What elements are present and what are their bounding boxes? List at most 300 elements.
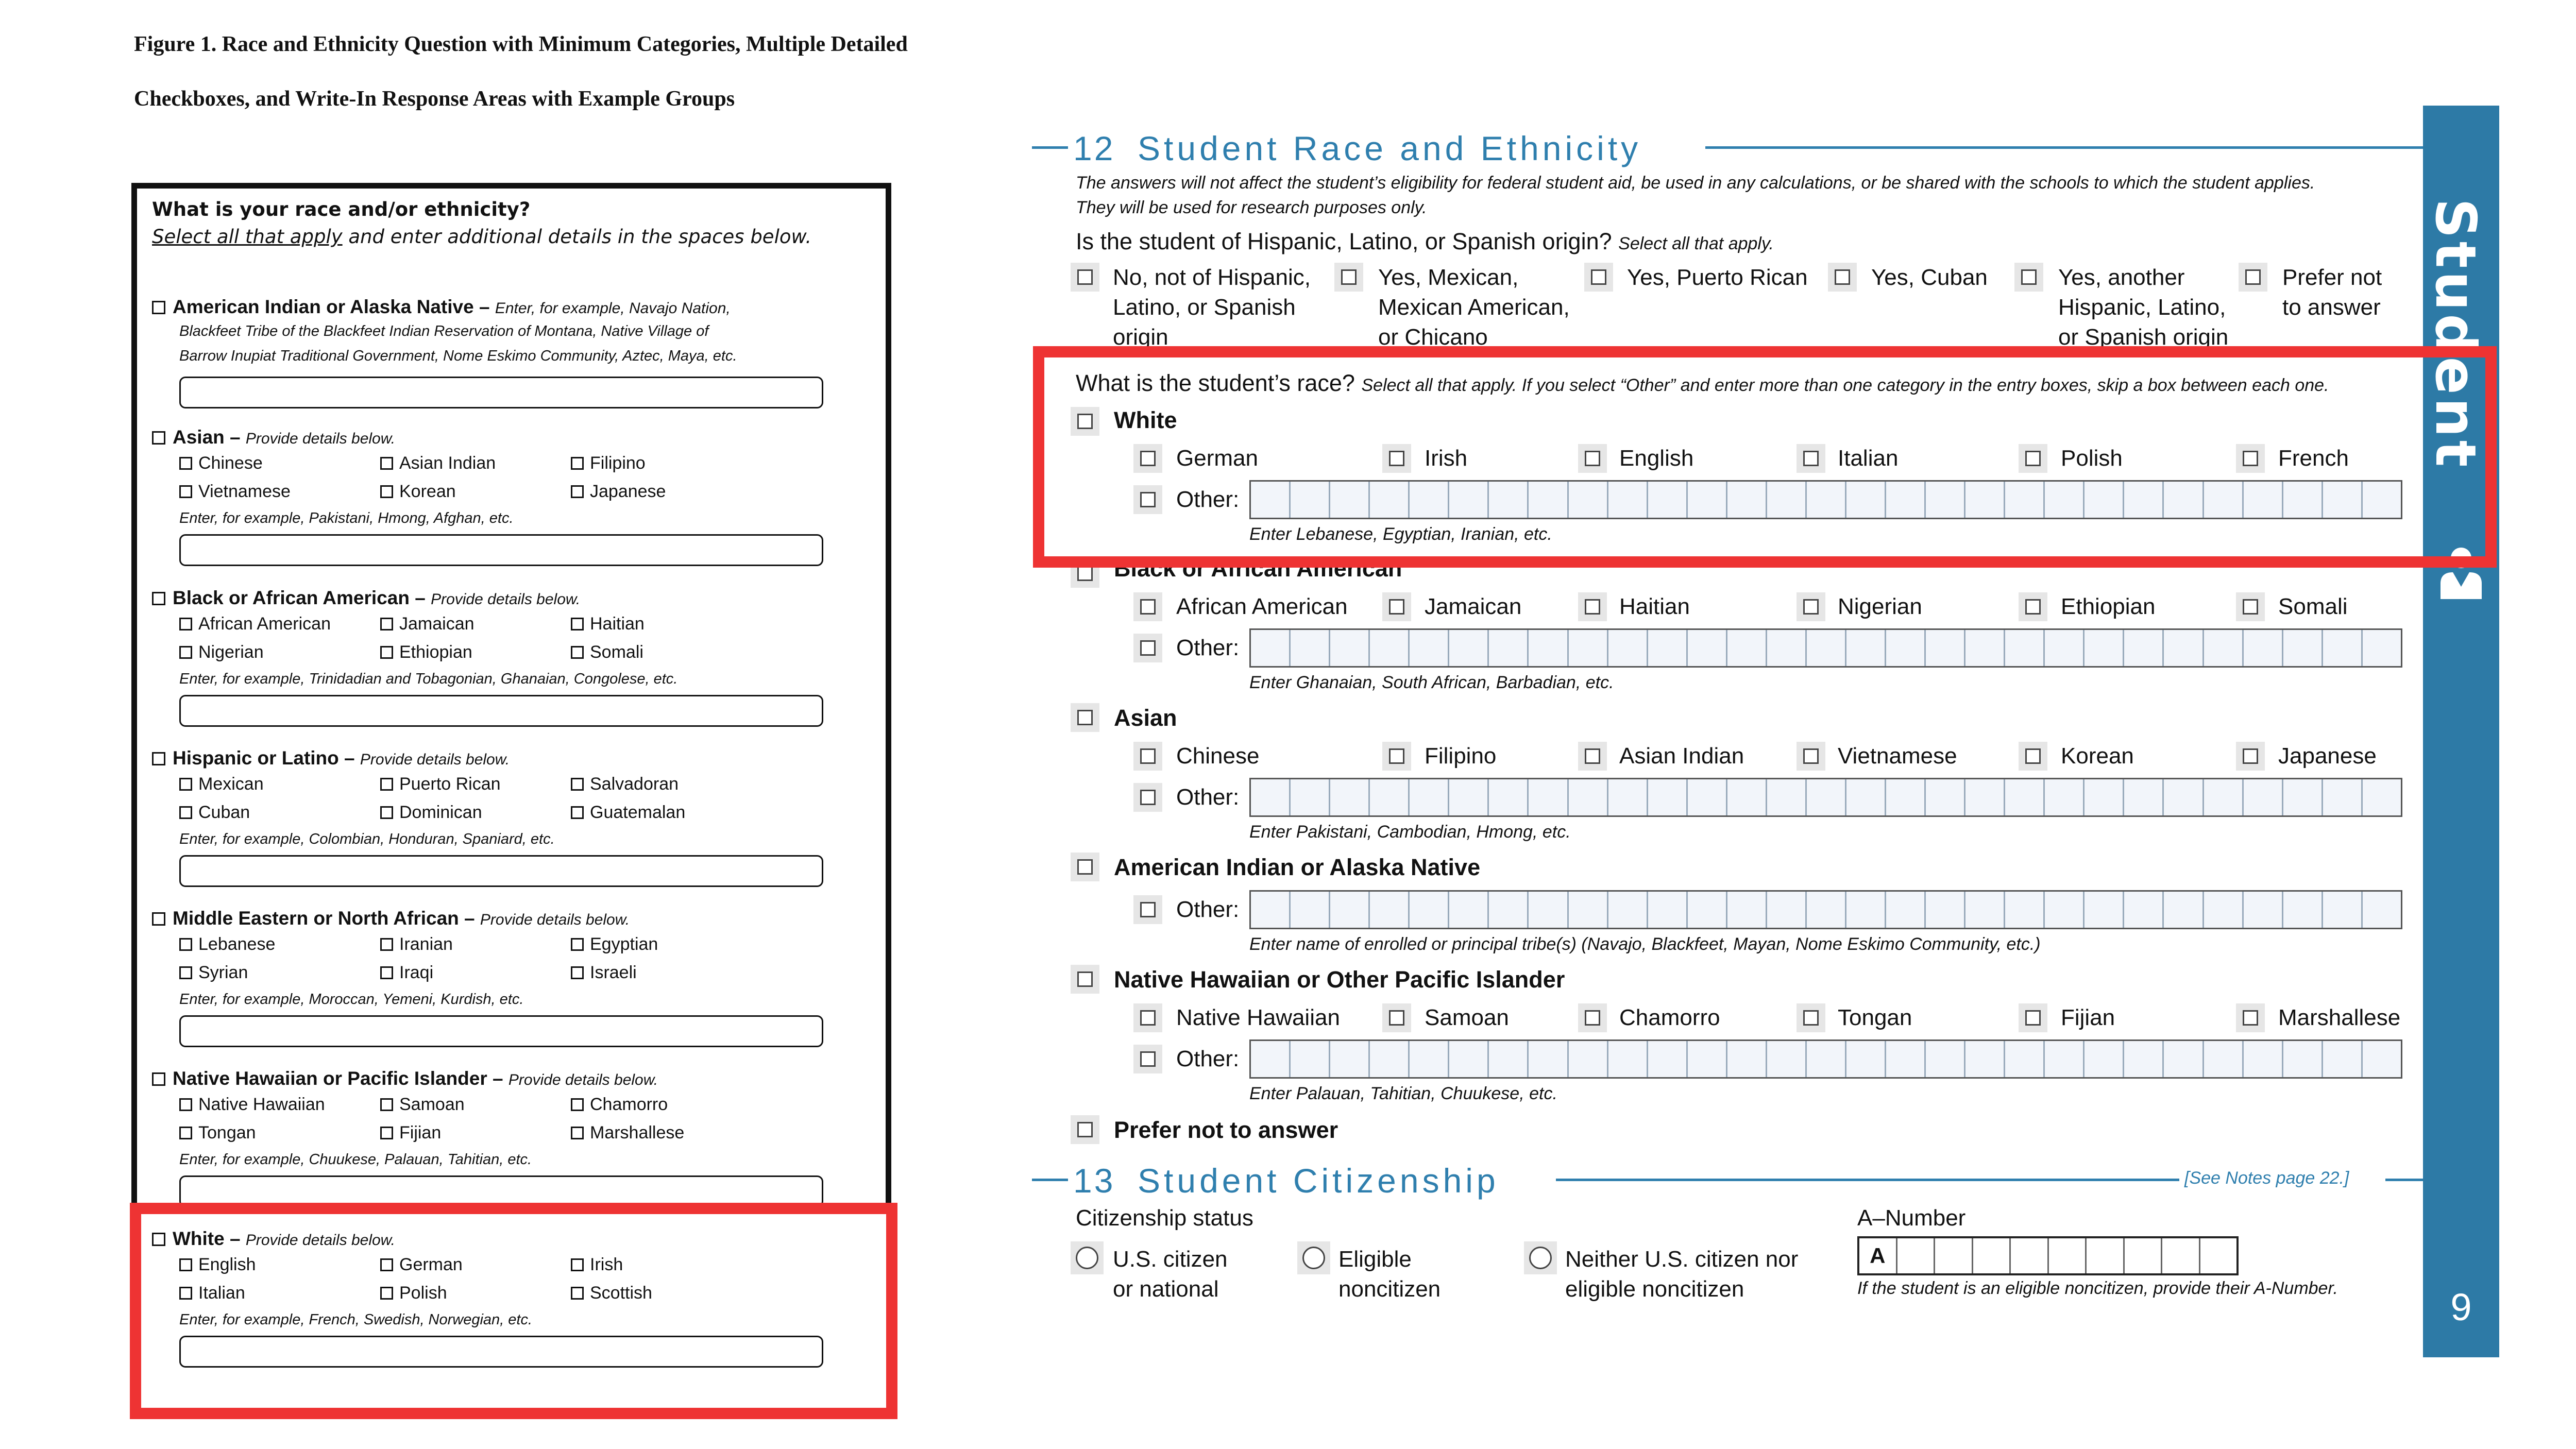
entry-cell[interactable]: [1688, 779, 1727, 815]
entry-cell[interactable]: [1449, 779, 1489, 815]
entry-cell[interactable]: [1608, 1041, 1648, 1077]
option-label: Somali: [2278, 594, 2348, 619]
entry-hint: Enter Palauan, Tahitian, Chuukese, etc.: [1249, 1084, 1557, 1103]
option-label: Native Hawaiian: [198, 1095, 325, 1114]
checkbox[interactable]: [380, 806, 393, 819]
checkbox[interactable]: [1071, 965, 1099, 994]
entry-cell[interactable]: [1410, 779, 1449, 815]
entry-cell[interactable]: [2005, 892, 2045, 928]
entry-cell[interactable]: [1648, 779, 1688, 815]
other-entry-boxes[interactable]: [1249, 1039, 2402, 1079]
hispanic-option-label: Yes, Mexican, Mexican American, or Chicano: [1378, 265, 1570, 350]
entry-cell[interactable]: [1846, 1041, 1886, 1077]
entry-cell[interactable]: [1767, 630, 1807, 666]
checkbox[interactable]: [2236, 592, 2265, 621]
entry-cell[interactable]: [1767, 779, 1807, 815]
option-label: Polish: [399, 1283, 447, 1303]
option-label: Fijian: [399, 1123, 442, 1143]
option-label: Nigerian: [1838, 594, 1922, 619]
entry-cell[interactable]: [1370, 779, 1410, 815]
entry-cell[interactable]: [2244, 779, 2283, 815]
entry-cell[interactable]: [1688, 1041, 1727, 1077]
entry-cell[interactable]: [2323, 779, 2363, 815]
race-nhpi-label: Native Hawaiian or Other Pacific Islander: [1114, 966, 1565, 993]
entry-cell[interactable]: [2283, 892, 2323, 928]
entry-cell[interactable]: [2204, 630, 2244, 666]
checkbox[interactable]: [1578, 742, 1607, 771]
entry-cell[interactable]: [2244, 1041, 2283, 1077]
checkbox[interactable]: [571, 966, 584, 979]
left-section-mena: Middle Eastern or North African – Provide details below. Lebanese Iranian Egyptian Syrian Iraqi Israeli Enter, for example, Moroccan, Yemeni, Kurdish, etc.: [152, 908, 884, 1047]
entry-cell[interactable]: [2164, 1041, 2204, 1077]
section-13-title: Student Citizenship: [1138, 1162, 1499, 1200]
entry-cell[interactable]: [1569, 1041, 1608, 1077]
entry-cell[interactable]: [2323, 630, 2363, 666]
entry-cell[interactable]: [2084, 892, 2124, 928]
checkbox[interactable]: [179, 646, 192, 659]
left-section-title: White: [173, 1228, 225, 1249]
option-label: English: [1619, 446, 1694, 471]
entry-cell[interactable]: [1965, 1041, 2005, 1077]
option-label: Iranian: [399, 934, 453, 954]
entry-cell[interactable]: [1807, 1041, 1846, 1077]
entry-cell[interactable]: [1529, 630, 1568, 666]
radio-button[interactable]: [1524, 1241, 1557, 1274]
entry-cell[interactable]: [1965, 630, 2005, 666]
entry-cell[interactable]: [1648, 630, 1688, 666]
entry-cell[interactable]: [1251, 630, 1291, 666]
left-section-aian: American Indian or Alaska Native – Enter, for example, Navajo Nation, Blackfeet Tribe of the Blackfeet Indian Reservation of Montana, Native Village of Barrow Inupiat Traditional Government, Nome Eskimo Community, Aztec, Maya, etc.: [152, 296, 884, 408]
entry-cell[interactable]: [1648, 1041, 1688, 1077]
checkbox[interactable]: [571, 646, 584, 659]
checkbox[interactable]: [1578, 592, 1607, 621]
checkbox[interactable]: [152, 752, 165, 765]
option-label: Dominican: [399, 803, 482, 822]
left-section-asian: Asian – Provide details below. Chinese Asian Indian Filipino Vietnamese Korean Japanese Enter, for example, Pakistani, Hmong, Afghan, etc.: [152, 427, 884, 566]
entry-cell[interactable]: [1846, 630, 1886, 666]
option-label: Irish: [1425, 446, 1468, 471]
left-write-in-field[interactable]: [179, 377, 823, 408]
entry-cell[interactable]: [2323, 1041, 2363, 1077]
checkbox[interactable]: [179, 966, 192, 979]
entry-cell[interactable]: [1370, 892, 1410, 928]
entry-cell[interactable]: [1449, 892, 1489, 928]
checkbox[interactable]: [2236, 1003, 2265, 1032]
citizenship-option-label: Eligible noncitizen: [1338, 1247, 1441, 1302]
checkbox[interactable]: [1382, 1003, 1411, 1032]
entry-cell[interactable]: [2005, 630, 2045, 666]
checkbox[interactable]: [179, 618, 192, 630]
race-black-label: Black or African American: [1114, 555, 1402, 582]
left-example-text: Enter, for example, Moroccan, Yemeni, Kurdish, etc.: [179, 991, 524, 1008]
left-write-in-field[interactable]: [179, 695, 823, 727]
section-rule: [1705, 146, 2423, 149]
left-section-black: Black or African American – Provide details below. African American Jamaican Haitian Nigerian Ethiopian Somali Enter, for example, Trinidadian and Tobagonian, Ghanaian, Congolese, etc.: [152, 587, 884, 727]
entry-cell[interactable]: [1330, 1041, 1370, 1077]
option-label: African American: [198, 614, 331, 634]
checkbox[interactable]: [1334, 263, 1363, 292]
entry-cell[interactable]: [1608, 630, 1648, 666]
other-label: Other:: [1176, 635, 1240, 660]
checkbox[interactable]: [571, 1127, 584, 1139]
entry-cell[interactable]: [2005, 1041, 2045, 1077]
checkbox[interactable]: [152, 301, 165, 314]
entry-cell[interactable]: [2045, 1041, 2084, 1077]
citizenship-option-label: U.S. citizen or national: [1113, 1247, 1228, 1302]
entry-cell[interactable]: [2005, 779, 2045, 815]
a-number-prefix: A: [1859, 1238, 1897, 1273]
left-question: What is your race and/or ethnicity?: [152, 198, 531, 220]
option-label: Iraqi: [399, 963, 434, 982]
entry-cell[interactable]: [1489, 1041, 1529, 1077]
entry-cell[interactable]: [1569, 892, 1608, 928]
radio-button[interactable]: [1297, 1241, 1330, 1274]
entry-cell[interactable]: [1569, 779, 1608, 815]
entry-cell[interactable]: [1251, 1041, 1291, 1077]
other-label: Other:: [1176, 1046, 1240, 1071]
entry-hint: Enter Ghanaian, South African, Barbadian, etc.: [1249, 673, 1614, 692]
option-label: German: [1176, 446, 1258, 471]
checkbox[interactable]: [571, 938, 584, 951]
left-section-note: Provide details below.: [245, 1232, 396, 1249]
entry-cell[interactable]: [2204, 892, 2244, 928]
option-label: Vietnamese: [1838, 743, 1957, 769]
left-section-title: American Indian or Alaska Native: [173, 296, 474, 317]
option-label: Chinese: [198, 453, 263, 473]
checkbox[interactable]: [179, 806, 192, 819]
checkbox[interactable]: [380, 966, 393, 979]
left-form: [152, 198, 884, 248]
entry-cell[interactable]: [1291, 1041, 1330, 1077]
entry-cell[interactable]: [2164, 892, 2204, 928]
entry-cell[interactable]: [2283, 779, 2323, 815]
checkbox[interactable]: [571, 457, 584, 470]
checkbox[interactable]: [1133, 783, 1162, 812]
left-section-white: White – Provide details below. English German Irish Italian Polish Scottish Enter, for example, French, Swedish, Norwegian, etc.: [152, 1228, 884, 1368]
left-instruction: [152, 226, 884, 248]
checkbox[interactable]: [1071, 703, 1099, 732]
checkbox[interactable]: [179, 938, 192, 951]
race-aian-label: American Indian or Alaska Native: [1114, 854, 1481, 880]
checkbox[interactable]: [1071, 1115, 1099, 1144]
left-write-in-field[interactable]: [179, 534, 823, 566]
entry-cell[interactable]: [2045, 892, 2084, 928]
entry-hint: Enter Lebanese, Egyptian, Iranian, etc.: [1249, 524, 1552, 544]
option-label: Italian: [1838, 446, 1899, 471]
entry-cell[interactable]: [1330, 892, 1370, 928]
checkbox[interactable]: [1133, 1045, 1162, 1073]
entry-cell[interactable]: [1529, 1041, 1568, 1077]
race-question-text: What is the student’s race?: [1076, 370, 1355, 396]
entry-cell[interactable]: [1410, 1041, 1449, 1077]
left-section-hispanic: Hispanic or Latino – Provide details below. Mexican Puerto Rican Salvadoran Cuban Dominican Guatemalan Enter, for example, Colombian, Honduran, Spaniard, etc.: [152, 747, 884, 887]
entry-cell[interactable]: [2244, 630, 2283, 666]
checkbox[interactable]: [152, 912, 165, 926]
entry-cell[interactable]: [1410, 892, 1449, 928]
checkbox[interactable]: [2236, 742, 2265, 771]
entry-cell[interactable]: [2323, 892, 2363, 928]
other-entry-boxes[interactable]: [1249, 890, 2402, 929]
section-rule: [1032, 1179, 1068, 1181]
entry-cell[interactable]: [1569, 630, 1608, 666]
option-label: Native Hawaiian: [1176, 1005, 1340, 1030]
entry-cell[interactable]: [1727, 779, 1767, 815]
a-number-hint: If the student is an eligible noncitizen, provide their A-Number.: [1857, 1278, 2338, 1298]
checkbox[interactable]: [1133, 742, 1162, 771]
left-example-text: Enter, for example, Pakistani, Hmong, Afghan, etc.: [179, 510, 514, 526]
option-label: Marshallese: [590, 1123, 685, 1143]
entry-cell[interactable]: [1291, 630, 1330, 666]
entry-cell[interactable]: [1807, 892, 1846, 928]
left-write-in-field[interactable]: [179, 1015, 823, 1047]
checkbox[interactable]: [1828, 263, 1857, 292]
entry-cell[interactable]: [2363, 630, 2401, 666]
checkbox[interactable]: [571, 485, 584, 498]
checkbox[interactable]: [571, 1098, 584, 1111]
section-rule: [1556, 1179, 2179, 1181]
entry-cell[interactable]: [2084, 779, 2124, 815]
option-label: Filipino: [1425, 743, 1497, 769]
checkbox[interactable]: [152, 1072, 165, 1086]
entry-cell[interactable]: [2363, 1041, 2401, 1077]
a-number-entry[interactable]: [1857, 1236, 2239, 1275]
checkbox[interactable]: [1578, 1003, 1607, 1032]
entry-cell[interactable]: [1489, 779, 1529, 815]
other-label: Other:: [1176, 897, 1240, 922]
hispanic-question: [1076, 228, 1774, 255]
entry-cell[interactable]: [1330, 630, 1370, 666]
checkbox[interactable]: [179, 485, 192, 498]
checkbox[interactable]: [2019, 742, 2047, 771]
option-label: Haitian: [1619, 594, 1690, 619]
entry-cell[interactable]: [2084, 1041, 2124, 1077]
entry-cell[interactable]: [1688, 892, 1727, 928]
checkbox[interactable]: [380, 457, 393, 470]
entry-cell[interactable]: [1291, 892, 1330, 928]
entry-cell[interactable]: [1449, 1041, 1489, 1077]
entry-cell[interactable]: [1926, 1041, 1965, 1077]
entry-cell[interactable]: [1846, 779, 1886, 815]
section-rule: [1032, 146, 1068, 149]
checkbox[interactable]: [179, 1127, 192, 1139]
intro-line-1: The answers will not affect the student’s eligibility for federal student aid, be used in any calculations, or be shared with the schools to which the student applies.: [1076, 173, 2315, 193]
checkbox[interactable]: [1133, 895, 1162, 924]
option-label: Korean: [2061, 743, 2134, 769]
entry-cell[interactable]: [1410, 630, 1449, 666]
entry-cell[interactable]: [1608, 892, 1648, 928]
option-label: Tongan: [1838, 1005, 1912, 1030]
checkbox[interactable]: [380, 778, 393, 791]
section-sidebar: [2423, 106, 2499, 1357]
see-notes-link[interactable]: [See Notes page 22.]: [2184, 1168, 2349, 1188]
entry-cell[interactable]: [1886, 630, 1926, 666]
option-label: Japanese: [2278, 743, 2377, 769]
section-12-title: Student Race and Ethnicity: [1138, 129, 1642, 167]
entry-cell[interactable]: [1529, 779, 1568, 815]
checkbox[interactable]: [380, 1127, 393, 1139]
entry-cell[interactable]: [1370, 1041, 1410, 1077]
checkbox[interactable]: [1797, 1003, 1825, 1032]
checkbox[interactable]: [380, 938, 393, 951]
checkbox[interactable]: [380, 646, 393, 659]
left-write-in-field[interactable]: [179, 855, 823, 887]
option-label: Samoan: [399, 1095, 465, 1114]
checkbox[interactable]: [2239, 263, 2267, 292]
entry-cell[interactable]: [2363, 779, 2401, 815]
entry-cell[interactable]: [1529, 892, 1568, 928]
entry-cell[interactable]: [1688, 630, 1727, 666]
checkbox[interactable]: [380, 618, 393, 630]
entry-cell[interactable]: [2283, 630, 2323, 666]
checkbox[interactable]: [1382, 592, 1411, 621]
entry-cell[interactable]: [1291, 779, 1330, 815]
entry-cell[interactable]: [2363, 892, 2401, 928]
entry-cell[interactable]: [1608, 779, 1648, 815]
left-section-note: Provide details below.: [508, 1071, 658, 1088]
entry-cell[interactable]: [2124, 1041, 2164, 1077]
left-example-text: Enter, for example, Colombian, Honduran, Spaniard, etc.: [179, 831, 555, 847]
entry-cell[interactable]: [1926, 779, 1965, 815]
entry-cell[interactable]: [1370, 630, 1410, 666]
entry-cell[interactable]: [2164, 630, 2204, 666]
left-section-desc-line: Barrow Inupiat Traditional Government, Nome Eskimo Community, Aztec, Maya, etc.: [179, 348, 737, 364]
entry-cell[interactable]: [1330, 779, 1370, 815]
radio-button[interactable]: [1071, 1241, 1104, 1274]
option-label: Japanese: [590, 482, 666, 501]
entry-cell[interactable]: [2045, 779, 2084, 815]
other-entry-boxes[interactable]: [1249, 778, 2402, 817]
checkbox[interactable]: [2019, 592, 2047, 621]
entry-cell[interactable]: [2244, 892, 2283, 928]
left-section-title: Native Hawaiian or Pacific Islander: [173, 1068, 487, 1089]
checkbox[interactable]: [179, 1098, 192, 1111]
hispanic-option-label: No, not of Hispanic, Latino, or Spanish origin: [1113, 265, 1311, 350]
checkbox[interactable]: [2019, 1003, 2047, 1032]
option-label: Nigerian: [198, 642, 264, 662]
checkbox[interactable]: [152, 592, 165, 605]
entry-cell[interactable]: [1846, 892, 1886, 928]
entry-cell[interactable]: [1807, 630, 1846, 666]
entry-cell[interactable]: [1251, 779, 1291, 815]
entry-cell[interactable]: [2164, 779, 2204, 815]
entry-cell[interactable]: [1251, 892, 1291, 928]
entry-cell[interactable]: [1648, 892, 1688, 928]
entry-hint: Enter name of enrolled or principal tribe(s) (Navajo, Blackfeet, Mayan, Nome Eskimo Community, etc.): [1249, 934, 2041, 954]
option-label: Asian Indian: [399, 453, 496, 473]
entry-cell[interactable]: [2084, 630, 2124, 666]
left-instruction-rest: and enter additional details in the spaces below.: [342, 226, 812, 248]
left-section-title: Hispanic or Latino: [173, 747, 339, 769]
left-section-note: Provide details below.: [360, 751, 510, 768]
option-label: Polish: [2061, 446, 2123, 471]
checkbox[interactable]: [1133, 634, 1162, 662]
entry-hint: Enter Pakistani, Cambodian, Hmong, etc.: [1249, 822, 1571, 842]
checkbox[interactable]: [1797, 592, 1825, 621]
entry-cell[interactable]: [1926, 892, 1965, 928]
option-label: Vietnamese: [198, 482, 291, 501]
section-rule: [2385, 1179, 2423, 1181]
checkbox[interactable]: [571, 806, 584, 819]
entry-cell[interactable]: [1767, 1041, 1807, 1077]
race-white-label: White: [1114, 407, 1177, 433]
entry-cell[interactable]: [1767, 892, 1807, 928]
option-label: French: [2278, 446, 2349, 471]
entry-cell[interactable]: [2045, 630, 2084, 666]
hispanic-option-label: Yes, Cuban: [1871, 265, 1988, 290]
option-label: Scottish: [590, 1283, 652, 1303]
checkbox[interactable]: [1382, 742, 1411, 771]
entry-cell[interactable]: [1727, 630, 1767, 666]
entry-cell[interactable]: [2204, 779, 2244, 815]
checkbox[interactable]: [1797, 742, 1825, 771]
checkbox[interactable]: [571, 778, 584, 791]
entry-cell[interactable]: [1926, 630, 1965, 666]
entry-cell[interactable]: [1886, 1041, 1926, 1077]
entry-cell[interactable]: [1886, 779, 1926, 815]
left-section-nhpi: Native Hawaiian or Pacific Islander – Provide details below. Native Hawaiian Samoan Chamorro Tongan Fijian Marshallese Enter, for example, Chuukese, Palauan, Tahitian, etc.: [152, 1068, 884, 1207]
section-13-number: 13: [1073, 1162, 1115, 1200]
option-label: Puerto Rican: [399, 774, 501, 794]
checkbox[interactable]: [380, 485, 393, 498]
race-question-note: Select all that apply. If you select “Other” and enter more than one category in the entry boxes, skip a box between each one.: [1361, 376, 2329, 395]
hispanic-option-label: Yes, another Hispanic, Latino, or Spanish origin: [2058, 265, 2229, 350]
entry-cell[interactable]: [1807, 779, 1846, 815]
race-asian-label: Asian: [1114, 705, 1177, 731]
checkbox[interactable]: [179, 778, 192, 791]
checkbox[interactable]: [152, 431, 165, 445]
entry-cell[interactable]: [2204, 1041, 2244, 1077]
page-number: 9: [2450, 1286, 2472, 1328]
entry-cell[interactable]: [1727, 1041, 1767, 1077]
left-section-note: Provide details below.: [480, 911, 630, 928]
option-label: Samoan: [1425, 1005, 1509, 1030]
sidebar-label: Student: [2423, 198, 2487, 470]
option-label: Guatemalan: [590, 803, 686, 822]
checkbox[interactable]: [1071, 853, 1099, 881]
other-entry-boxes[interactable]: [1249, 628, 2402, 668]
entry-cell[interactable]: [1489, 630, 1529, 666]
option-label: Chinese: [1176, 743, 1260, 769]
entry-cell[interactable]: [1489, 892, 1529, 928]
entry-cell[interactable]: [2124, 630, 2164, 666]
entry-cell[interactable]: [1727, 892, 1767, 928]
option-label: Ethiopian: [2061, 594, 2156, 619]
entry-cell[interactable]: [1965, 779, 2005, 815]
option-label: Italian: [198, 1283, 245, 1303]
option-label: Chamorro: [1619, 1005, 1720, 1030]
option-label: Tongan: [198, 1123, 256, 1143]
entry-cell[interactable]: [2283, 1041, 2323, 1077]
entry-cell[interactable]: [2124, 892, 2164, 928]
entry-cell[interactable]: [2124, 779, 2164, 815]
entry-cell[interactable]: [1449, 630, 1489, 666]
checkbox[interactable]: [571, 618, 584, 630]
a-number-label: A–Number: [1857, 1205, 1966, 1231]
checkbox[interactable]: [1133, 1003, 1162, 1032]
checkbox[interactable]: [1071, 263, 1099, 292]
entry-cell[interactable]: [1965, 892, 2005, 928]
checkbox[interactable]: [179, 457, 192, 470]
checkbox[interactable]: [1584, 263, 1613, 292]
entry-cell[interactable]: [1886, 892, 1926, 928]
left-section-desc-line: Blackfeet Tribe of the Blackfeet Indian Reservation of Montana, Native Village of: [179, 323, 709, 339]
checkbox[interactable]: [2014, 263, 2043, 292]
left-section-note: Provide details below.: [245, 430, 396, 447]
checkbox[interactable]: [380, 1098, 393, 1111]
option-label: Fijian: [2061, 1005, 2115, 1030]
checkbox[interactable]: [1133, 592, 1162, 621]
left-section-note: Provide details below.: [431, 591, 581, 608]
